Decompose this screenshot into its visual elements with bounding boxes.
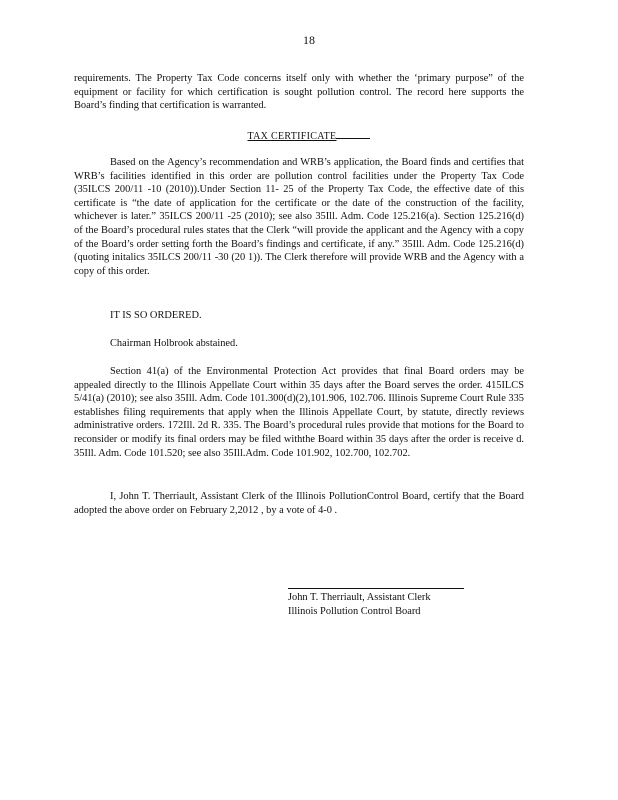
paragraph-requirements: requirements. The Property Tax Code concerns itself only with whether the ‘primary purpose” of the equipment or facility for which certification is sought pollution control. The record here supports the Board’s finding that certification is warranted. [74,73,524,112]
page-number: 18 [303,33,315,47]
signature-title: Illinois Pollution Control Board [288,606,421,617]
section-heading [0,129,618,144]
signature-name: John T. Therriault, Assistant Clerk [288,592,431,603]
signature-line [288,588,464,589]
heading-text: TAX CERTIFICATE [247,131,337,142]
paragraph-certification: I, John T. Therriault, Assistant Clerk of the Illinois PollutionControl Board, certify that the Board adopted the above order on February 2,2012 , by a vote of 4-0 . [74,491,524,516]
abstained-line: Chairman Holbrook abstained. [110,338,238,349]
paragraph-tax-certificate: Based on the Agency’s recommendation and WRB’s application, the Board finds and certifies that WRB’s facilities identified in this order are pollution control facilities under the Property Tax Code (35ILCS 200/11 -10 (2010)).Under Section 11- 25 of the Property Tax Code, the effective date of this certificate is “the date of application for the certificate or the date of the construction of the facility, whichever is later.” 35ILCS 200/11 -25 (2010); see also 35Ill. Adm. Code 125.216(a). Section 125.216(d) of the Board’s procedural rules states that the Clerk “will provide the applicant and the Agency with a copy of the Board’s order setting forth the Board’s findings and certificate, if any.” 35Ill. Adm. Code 125.216(d) (quoting initalics 35ILCS 200/11 -30 (20 1)). The Clerk therefore will provide WRB and the Agency with a copy of this order. [74,157,524,277]
paragraph-appeal: Section 41(a) of the Environmental Protection Act provides that final Board orders may be appealed directly to the Illinois Appellate Court within 35 days after the Board serves the order. 415ILCS 5/41(a) (2010); see also 35Ill. Adm. Code 101.300(d)(2),101.906, 102.706. Illinois Supreme Court Rule 335 establishes filing requirements that apply when the Illinois Appellate Court, by statute, directly reviews administrative orders. 172Ill. 2d R. 335. The Board’s procedural rules provide that motions for the Board to reconsider or modify its final orders may be filed withthe Board within 35 days after the order is receive d. 35Ill. Adm. Code 101.520; see also 35Ill.Adm. Code 101.902, 102.700, 102.702. [74,366,524,459]
heading-underline [336,129,370,139]
ordered-line: IT IS SO ORDERED. [110,310,202,321]
